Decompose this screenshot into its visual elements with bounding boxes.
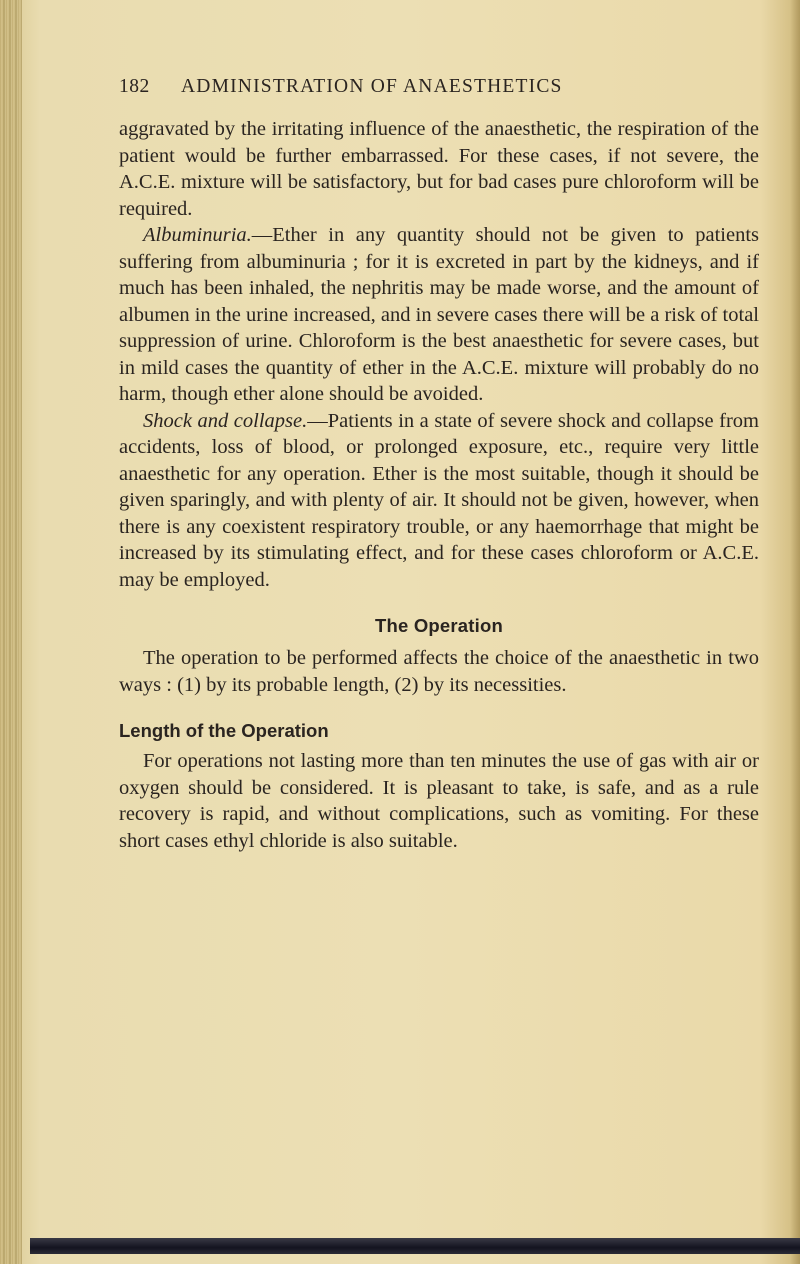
heading-length-of-operation: Length of the Operation bbox=[119, 720, 329, 741]
paragraph-the-operation: The operation to be performed affects the choice of the anaesthetic in two ways : (1) by its probable length, (2) by its necessities. bbox=[119, 647, 759, 696]
scan-bottom-edge bbox=[30, 1238, 800, 1254]
heading-the-operation: The Operation bbox=[375, 615, 503, 636]
albuminuria-body: —Ether in any quantity should not be given to patients suffering from albuminuria ; for it is excreted in part by the kidneys, and if much has been inhaled, the nephritis may be made worse, and the amount of albumen in the urine increased, and in severe cases there will be a risk of total suppression of urine. Chloroform is the best anaesthetic for severe cases, but in mild cases the quantity of ether in the A.C.E. mixture will probably do no harm, though ether alone should be avoided. bbox=[119, 224, 759, 405]
paragraph-albuminuria bbox=[119, 222, 759, 408]
shock-collapse-lead: Shock and collapse. bbox=[143, 409, 308, 432]
page-right-edge-shadow bbox=[790, 0, 800, 1264]
page-binding-edge bbox=[0, 0, 22, 1264]
paragraph-length-of-operation: For operations not lasting more than ten minutes the use of gas with air or oxygen should be considered. It is pleasant to take, is safe, and as a rule recovery is rapid, and without complications, such as vomiting. For these short cases ethyl chloride is also suitable. bbox=[119, 750, 759, 852]
paragraph-continuation: aggravated by the irritating influence of the anaesthetic, the respiration of the patient would be further embarrassed. For these cases, if not severe, the A.C.E. mixture will be satisfactory, but for bad cases pure chloroform will be required. bbox=[119, 118, 759, 220]
running-head bbox=[119, 76, 759, 116]
page-text-block bbox=[119, 76, 759, 854]
albuminuria-lead: Albuminuria. bbox=[143, 224, 252, 246]
running-head-title: ADMINISTRATION OF ANAESTHETICS bbox=[181, 76, 563, 97]
paragraph-shock-collapse bbox=[119, 408, 759, 594]
page-number: 182 bbox=[119, 76, 150, 97]
shock-collapse-body: —Patients in a state of severe shock and collapse from accidents, loss of blood, or prolonged exposure, etc., require very little anaesthetic for any operation. Ether is the most suitable, though it should be given sparingly, and with plenty of air. It should not be given, however, when there is any coexistent respiratory trouble, or any haemorrhage that might be increased by its stimulating effect, and for these cases chloroform or A.C.E. may be employed. bbox=[119, 409, 759, 591]
